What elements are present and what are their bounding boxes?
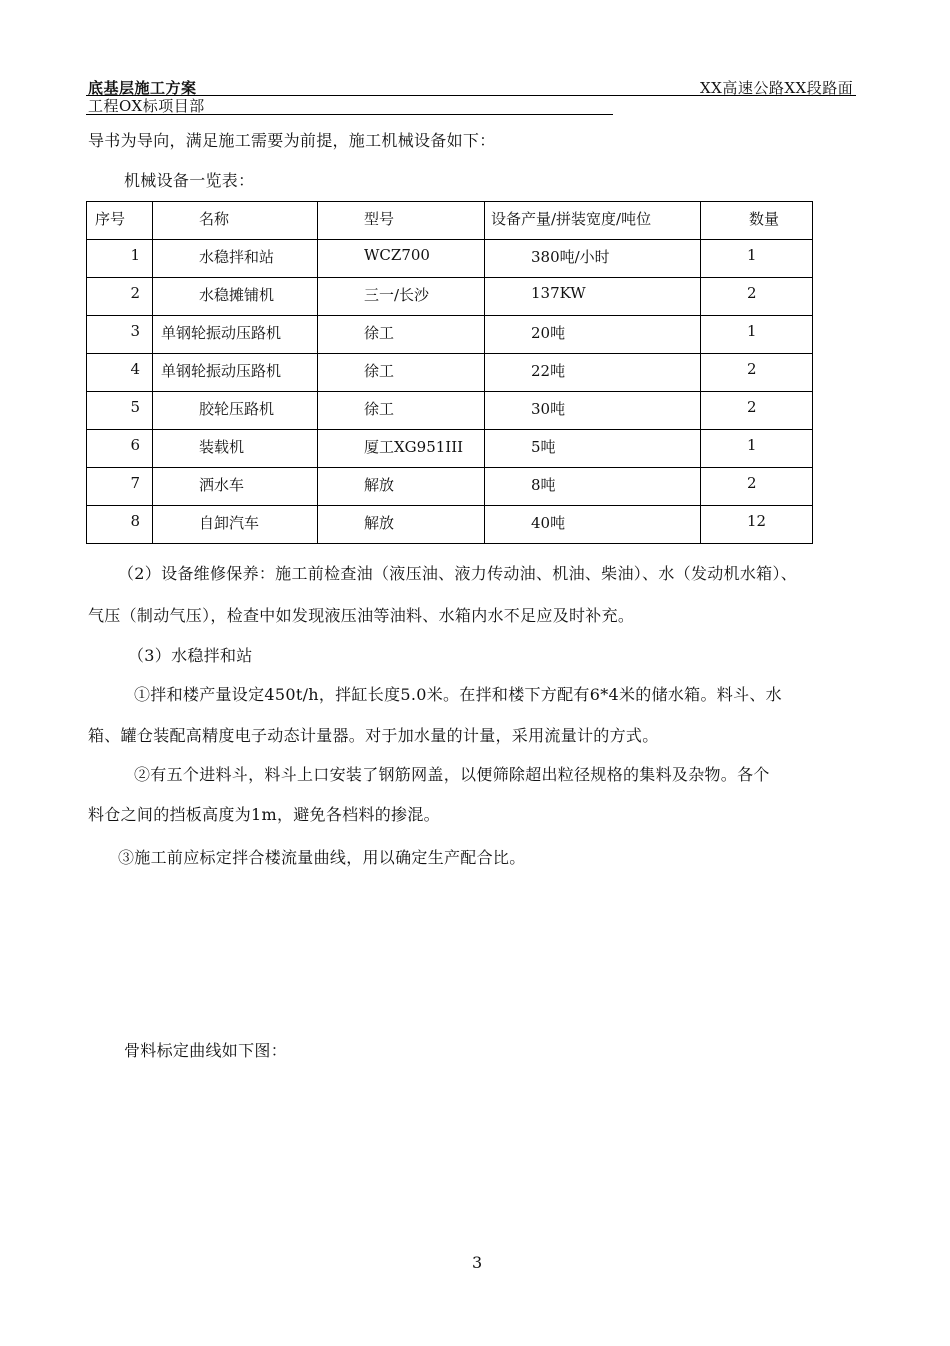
paragraph-maintenance-line1: （2）设备维修保养：施工前检查油（液压油、液力传动油、机油、柴油）、水（发动机水箱）、 [118,564,798,583]
cell-name: 单钢轮振动压路机 [153,316,318,354]
cell-quantity: 2 [701,354,813,392]
cell-name: 单钢轮振动压路机 [153,354,318,392]
cell-capacity: 8吨 [485,468,701,506]
header-cell-quantity: 数量 [701,202,813,240]
header-subrule [86,114,613,115]
cell-index: 5 [87,392,153,430]
cell-model: 三一/长沙 [318,278,485,316]
cell-index: 8 [87,506,153,544]
cell-quantity: 12 [701,506,813,544]
cell-quantity: 2 [701,468,813,506]
cell-model: WCZ700 [318,240,485,278]
table-row [87,468,813,506]
plant-heading: （3）水稳拌和站 [128,646,253,665]
paragraph-item3: ③施工前应标定拌合楼流量曲线，用以确定生产配合比。 [118,848,526,867]
paragraph-item1-line2: 箱、罐仓装配高精度电子动态计量器。对于加水量的计量，采用流量计的方式。 [88,726,659,745]
table-row [87,240,813,278]
cell-index: 6 [87,430,153,468]
cell-index: 2 [87,278,153,316]
header-unit: 工程OX标项目部 [88,97,205,115]
cell-index: 3 [87,316,153,354]
header-project: XX高速公路XX段路面 [700,79,854,97]
header-cell-index: 序号 [87,202,153,240]
table-row [87,392,813,430]
cell-capacity: 137KW [485,278,701,316]
cell-name: 水稳摊铺机 [153,278,318,316]
cell-capacity: 20吨 [485,316,701,354]
cell-index: 1 [87,240,153,278]
table-row [87,316,813,354]
cell-name: 胶轮压路机 [153,392,318,430]
intro-line: 导书为导向，满足施工需要为前提，施工机械设备如下： [88,131,496,150]
table-row [87,354,813,392]
cell-index: 7 [87,468,153,506]
page-number: 3 [472,1253,483,1272]
cell-capacity: 40吨 [485,506,701,544]
cell-name: 洒水车 [153,468,318,506]
cell-quantity: 1 [701,430,813,468]
paragraph-maintenance-line2: 气压（制动气压），检查中如发现液压油等油料、水箱内水不足应及时补充。 [88,606,635,625]
header-cell-capacity: 设备产量/拼装宽度/吨位 [485,202,701,240]
cell-model: 解放 [318,468,485,506]
header-cell-name: 名称 [153,202,318,240]
paragraph-item2-line1: ②有五个进料斗，料斗上口安装了钢筋网盖，以便筛除超出粒径规格的集料及杂物。各个 [134,765,770,784]
cell-model: 厦工XG951III [318,430,485,468]
cell-quantity: 2 [701,392,813,430]
header-cell-model: 型号 [318,202,485,240]
equipment-table [86,201,813,544]
table-header-row [87,202,813,240]
cell-name: 水稳拌和站 [153,240,318,278]
cell-name: 自卸汽车 [153,506,318,544]
table-row [87,430,813,468]
table-row [87,278,813,316]
cell-capacity: 22吨 [485,354,701,392]
cell-capacity: 380吨/小时 [485,240,701,278]
table-caption: 机械设备一览表： [124,171,255,190]
cell-quantity: 2 [701,278,813,316]
cell-model: 徐工 [318,392,485,430]
header-doc-title: 底基层施工方案 [88,79,197,97]
paragraph-item1-line1: ①拌和楼产量设定450t/h，拌缸长度5.0米。在拌和楼下方配有6*4米的储水箱。料斗、水 [134,685,782,704]
cell-model: 徐工 [318,316,485,354]
cell-index: 4 [87,354,153,392]
cell-quantity: 1 [701,316,813,354]
cell-quantity: 1 [701,240,813,278]
cell-capacity: 5吨 [485,430,701,468]
cell-name: 装载机 [153,430,318,468]
curve-caption: 骨料标定曲线如下图： [124,1041,288,1060]
cell-model: 徐工 [318,354,485,392]
cell-model: 解放 [318,506,485,544]
table-row [87,506,813,544]
cell-capacity: 30吨 [485,392,701,430]
paragraph-item2-line2: 料仓之间的挡板高度为1m，避免各档料的掺混。 [88,805,440,824]
